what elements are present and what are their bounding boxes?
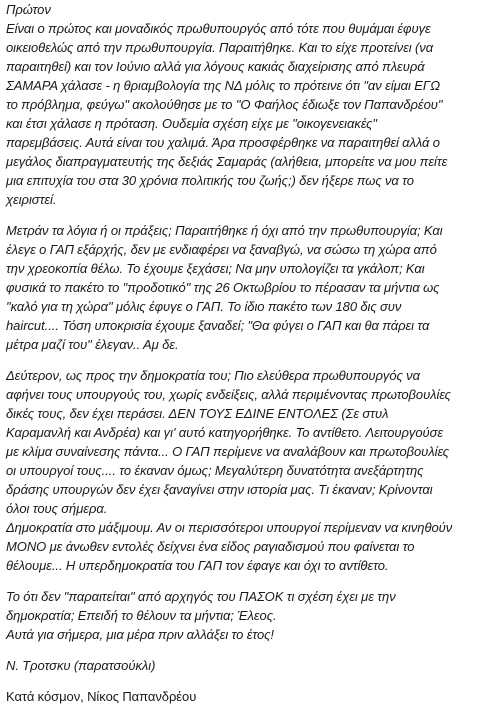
text-line: οι υπουργοί τους.... το έκαναν όμως; Μεγαλύτερη δυνατότητα ανεξάρτητης — [6, 463, 424, 478]
text-line: Μετράν τα λόγια ή οι πράξεις; Παραιτήθηκε ή όχι από την πρωθυπουργία; Και — [6, 223, 443, 238]
text-line: αφήνει τους υπουργούς του, χωρίς ενδείξεις, αλλά περιμένοντας πρωτοβουλίες — [6, 387, 451, 402]
paragraph-2 — [6, 221, 476, 354]
text-line: Αυτά για σήμερα, μια μέρα πριν αλλάξει το έτος! — [6, 627, 274, 642]
text-line: και έτσι χάλασε η πρόταση. Ουδεμία σχέση είχε με "οικογενειακές" — [6, 116, 377, 131]
text-line: Δημοκρατία στο μάξιμουμ. Αν οι περισσότεροι υπουργοί περίμεναν να κινηθούν — [6, 520, 453, 535]
text-line: δράσης υπουργών δεν έχει ξαναγίνει στην ιστορία μας. Τι έκαναν; Κρίνονται — [6, 482, 433, 497]
text-line: Δεύτερον, ως προς την δημοκρατία του; Πιο ελεύθερα πρωθυπουργός να — [6, 368, 420, 383]
text-line: το πρόβλημα, φεύγω" ακολούθησε με το "Ο Φαήλος έδιωξε τον Παπανδρέου" — [6, 97, 443, 112]
text-line: την χρεοκοπία θέλω. Το έχουμε ξεχάσει; Να μην υπολογίζει τα γκάλοπ; Και — [6, 261, 425, 276]
text-line: όλοι τους σήμερα. — [6, 501, 108, 516]
text-line: θέλουμε... Η υπερδημοκρατία του ΓΑΠ τον έφαγε και όχι το αντίθετο. — [6, 558, 389, 573]
text-line: χειριστεί. — [6, 192, 57, 207]
text-line: Καραμανλή και Ανδρέα) και γι' αυτό κατηγορήθηκε. Το αντίθετο. Λειτουργούσε — [6, 425, 444, 440]
text-line: δικές τους, δεν έχει περάσει. ΔΕΝ ΤΟΥΣ ΕΔΙΝΕ ΕΝΤΟΛΕΣ (Σε στυλ — [6, 406, 389, 421]
document-body — [6, 0, 476, 706]
text-line: Είναι ο πρώτος και μοναδικός πρωθυπουργός από τότε που θυμάμαι έφυγε — [6, 21, 431, 36]
text-line: παραιτηθεί) και τον Ιούνιο αλλά για λόγους κακιάς διαχείρισης από πλευρά — [6, 59, 425, 74]
paragraph-1 — [6, 0, 476, 209]
text-line: Κατά κόσμον, Νίκος Παπανδρέου — [6, 689, 197, 704]
text-line: δημοκρατία; Επειδή το θέλουν τα μήντια; Έλεος. — [6, 608, 277, 623]
text-line: Πρώτον — [6, 2, 51, 17]
text-line: μεγάλος διαπραγματευτής της δεξιάς Σαμαράς (αλήθεια, μπορείτε να μου πείτε — [6, 154, 448, 169]
text-line: φυσικά το πακέτο το "προδοτικό" της 26 Οκτωβρίου το πέρασαν τα μήντια ως — [6, 280, 440, 295]
text-line: έλεγε ο ΓΑΠ εξάρχής, δεν με ενδιαφέρει να ξαναβγώ, να σώσω τη χώρα από — [6, 242, 437, 257]
text-line: Το ότι δεν "παραιτείται" από αρχηγός του ΠΑΣΟΚ τι σχέση έχει με την — [6, 589, 396, 604]
signature-pseudonym — [6, 656, 476, 675]
text-line: Ν. Τροτσκυ (παρατσούκλι) — [6, 658, 156, 673]
text-line: ΜΟΝΟ με άνωθεν εντολές δείχνει ένα είδος ραγιαδισμού που φαίνεται το — [6, 539, 415, 554]
text-line: με κλίμα συναίνεσης πάντα... Ο ΓΑΠ περίμενε να αναλάβουν και πρωτοβουλίες — [6, 444, 450, 459]
text-line: μια επιτυχία του στα 30 χρόνια πολιτικής του ζωής;) δεν ήξερε πως να το — [6, 173, 414, 188]
text-line: μέτρα μαζί του" έλεγαν.. Αμ δε. — [6, 337, 179, 352]
text-line: "καλό για τη χώρα" μόλις έφυγε ο ΓΑΠ. Το ίδιο πακέτο των 180 δις συν — [6, 299, 402, 314]
text-line: ΣΑΜΑΡΑ χάλασε - η θριαμβολογία της ΝΔ μόλις το πρότεινε ότι "αν είμαι ΕΓΩ — [6, 78, 441, 93]
text-line: haircut.... Τόση υποκρισία έχουμε ξαναδεί; "Θα φύγει ο ΓΑΠ και θα πάρει τα — [6, 318, 430, 333]
paragraph-3 — [6, 366, 476, 575]
text-line: οικειοθελώς από την πρωθυπουργία. Παραιτήθηκε. Και το είχε προτείνει (να — [6, 40, 434, 55]
paragraph-4 — [6, 587, 476, 644]
text-line: παρεμβάσεις. Αυτά είναι του χαλιμά. Άρα προσφέρθηκε να παραιτηθεί αλλά ο — [6, 135, 440, 150]
signature-name — [6, 687, 476, 706]
